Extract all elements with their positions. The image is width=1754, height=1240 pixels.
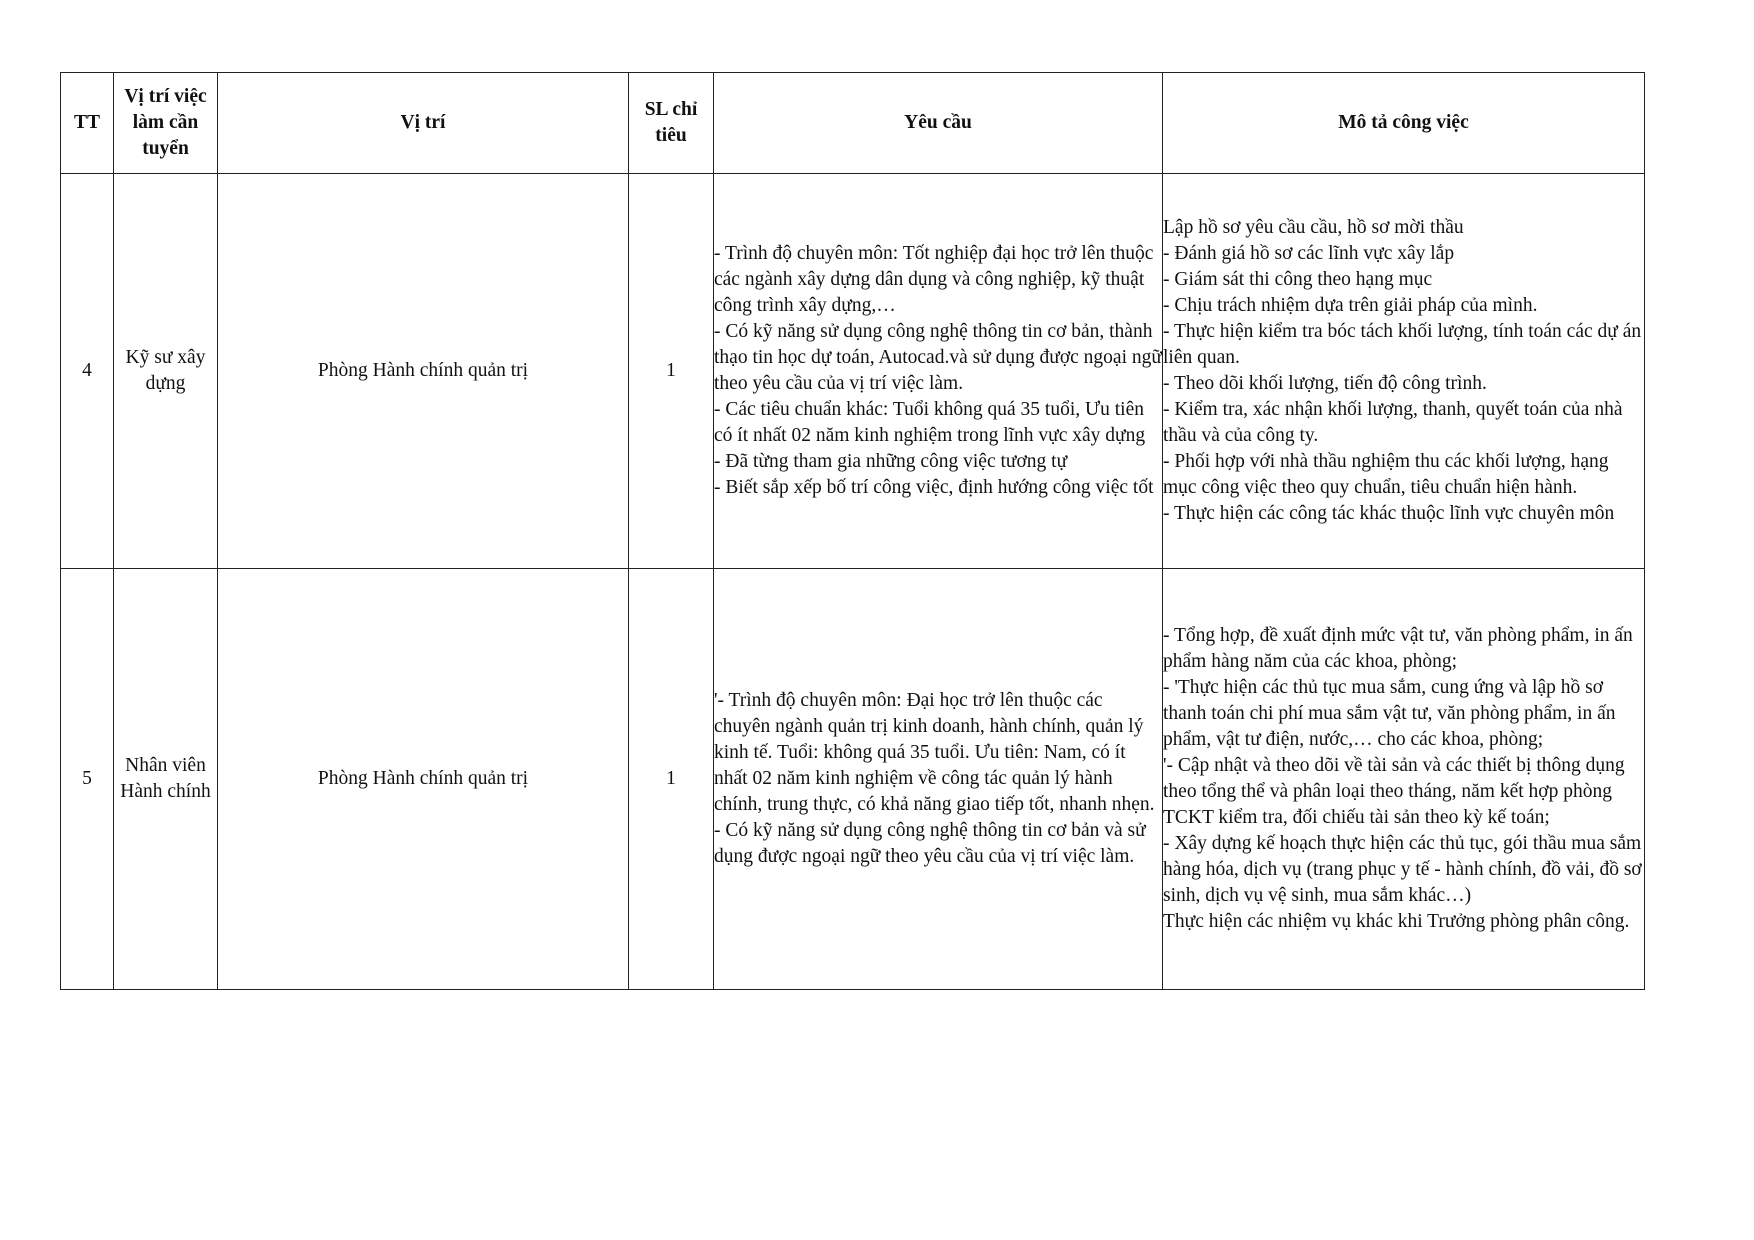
description-line: - Tổng hợp, đề xuất định mức vật tư, văn phòng phẩm, in ấn phẩm hàng năm của các khoa, phòng; (1163, 625, 1633, 672)
description-line: '- Cập nhật và theo dõi về tài sản và các thiết bị thông dụng theo tổng thể và phân loại theo tháng, năm kết hợp phòng TCKT kiểm tra, đối chiếu tài sản theo kỳ kế toán; (1163, 755, 1625, 828)
header-tt: TT (61, 73, 114, 174)
header-row (61, 73, 1645, 174)
cell-location: Phòng Hành chính quản trị (218, 569, 629, 990)
description-line: - Đánh giá hồ sơ các lĩnh vực xây lắp (1163, 243, 1455, 264)
requirement-line: - Trình độ chuyên môn: Tốt nghiệp đại học trở lên thuộc các ngành xây dựng dân dụng và công nghiệp, kỹ thuật công trình xây dựng,… (714, 243, 1154, 316)
requirement-line: - Đã từng tham gia những công việc tương tự (714, 451, 1068, 472)
description-line: Thực hiện các nhiệm vụ khác khi Trưởng phòng phân công. (1163, 911, 1630, 932)
cell-job-position: Kỹ sư xây dựng (114, 174, 218, 569)
cell-description (1163, 569, 1645, 990)
header-location: Vị trí (218, 73, 629, 174)
description-line: - Thực hiện kiểm tra bóc tách khối lượng, tính toán các dự án liên quan. (1163, 321, 1642, 368)
requirement-line: - Các tiêu chuẩn khác: Tuổi không quá 35 tuổi, Ưu tiên có ít nhất 02 năm kinh nghiệm trong lĩnh vực xây dựng (714, 399, 1146, 446)
header-quota: SL chỉ tiêu (629, 73, 714, 174)
description-line: - Thực hiện các công tác khác thuộc lĩnh vực chuyên môn (1163, 503, 1615, 524)
cell-description (1163, 174, 1645, 569)
cell-quota: 1 (629, 174, 714, 569)
description-line: - Xây dựng kế hoạch thực hiện các thủ tục, gói thầu mua sắm hàng hóa, dịch vụ (trang phục y tế - hành chính, đồ vải, đồ sơ sinh, dịch vụ vệ sinh, mua sắm khác…) (1163, 833, 1642, 906)
table-row (61, 569, 1645, 990)
description-line: - Theo dõi khối lượng, tiến độ công trình. (1163, 373, 1487, 394)
requirement-line: - Có kỹ năng sử dụng công nghệ thông tin cơ bản, thành thạo tin học dự toán, Autocad.và sử dụng được ngoại ngữ theo yêu cầu của vị trí việc làm. (714, 321, 1162, 394)
requirement-line: - Biết sắp xếp bố trí công việc, định hướng công việc tốt (714, 477, 1154, 498)
header-job-position: Vị trí việc làm cần tuyển (114, 73, 218, 174)
description-line: - Giám sát thi công theo hạng mục (1163, 269, 1433, 290)
header-requirements: Yêu cầu (714, 73, 1163, 174)
description-line: Lập hồ sơ yêu cầu cầu, hồ sơ mời thầu (1163, 217, 1464, 238)
cell-location: Phòng Hành chính quản trị (218, 174, 629, 569)
cell-job-position: Nhân viên Hành chính (114, 569, 218, 990)
description-line: - 'Thực hiện các thủ tục mua sắm, cung ứng và lập hồ sơ thanh toán chi phí mua sắm vật tư, văn phòng phẩm, in ấn phẩm, vật tư điện, nước,… cho các khoa, phòng; (1163, 677, 1616, 750)
table-row (61, 174, 1645, 569)
cell-requirements (714, 174, 1163, 569)
cell-tt: 5 (61, 569, 114, 990)
cell-requirements (714, 569, 1163, 990)
description-line: - Kiểm tra, xác nhận khối lượng, thanh, quyết toán của nhà thầu và của công ty. (1163, 399, 1623, 446)
recruitment-table (60, 72, 1645, 990)
header-description: Mô tả công việc (1163, 73, 1645, 174)
cell-tt: 4 (61, 174, 114, 569)
description-line: - Phối hợp với nhà thầu nghiệm thu các khối lượng, hạng mục công việc theo quy chuẩn, tiêu chuẩn hiện hành. (1163, 451, 1609, 498)
description-line: - Chịu trách nhiệm dựa trên giải pháp của mình. (1163, 295, 1538, 316)
cell-quota: 1 (629, 569, 714, 990)
requirement-line: - Có kỹ năng sử dụng công nghệ thông tin cơ bản và sử dụng được ngoại ngữ theo yêu cầu của vị trí việc làm. (714, 820, 1146, 867)
requirement-line: '- Trình độ chuyên môn: Đại học trở lên thuộc các chuyên ngành quản trị kinh doanh, hành chính, quản lý kinh tế. Tuổi: không quá 35 tuổi. Ưu tiên: Nam, có ít nhất 02 năm kinh nghiệm về công tác quản lý hành chính, trung thực, có khả năng giao tiếp tốt, nhanh nhẹn. (714, 690, 1155, 815)
